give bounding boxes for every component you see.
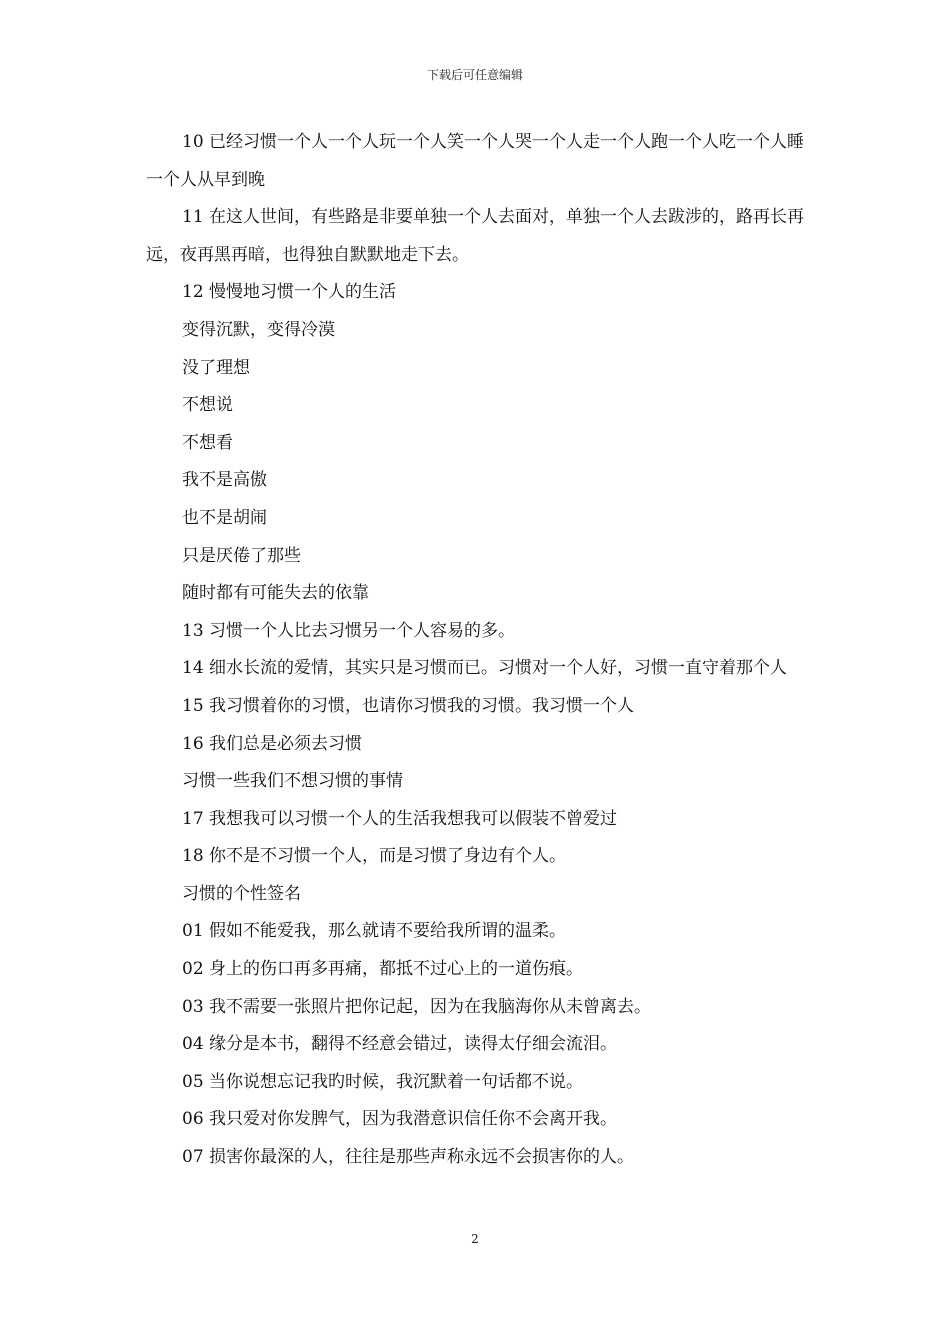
paragraph: 只是厌倦了那些 bbox=[182, 545, 301, 566]
paragraph: 不想看 bbox=[182, 432, 233, 453]
paragraph: 07 损害你最深的人，往往是那些声称永远不会损害你的人。 bbox=[182, 1147, 635, 1168]
section-heading: 习惯的个性签名 bbox=[182, 883, 301, 904]
paragraph: 变得沉默，变得冷漠 bbox=[182, 319, 335, 340]
paragraph: 05 当你说想忘记我旳时候，我沉默着一句话都不说。 bbox=[182, 1071, 584, 1092]
paragraph: 没了理想 bbox=[182, 357, 250, 378]
paragraph: 17 我想我可以习惯一个人的生活我想我可以假装不曾爱过 bbox=[182, 808, 618, 829]
paragraph: 11 在这人世间，有些路是非要单独一个人去面对，单独一个人去跋涉的，路再长再远，夜再黑再暗，也得独自默默地走下去。 bbox=[146, 207, 805, 265]
paragraph: 10 已经习惯一个人一个人玩一个人笑一个人哭一个人走一个人跑一个人吃一个人睡一个人从早到晚 bbox=[146, 132, 805, 190]
paragraph: 06 我只爱对你发脾气，因为我潜意识信任你不会离开我。 bbox=[182, 1109, 618, 1130]
paragraph: 不想说 bbox=[182, 395, 233, 416]
paragraph: 16 我们总是必须去习惯 bbox=[182, 733, 363, 754]
paragraph: 随时都有可能失去的依靠 bbox=[182, 583, 369, 604]
paragraph: 习惯一些我们不想习惯的事情 bbox=[182, 771, 403, 792]
paragraph: 15 我习惯着你的习惯，也请你习惯我的习惯。我习惯一个人 bbox=[182, 695, 635, 716]
paragraph: 02 身上的伤口再多再痛，都抵不过心上的一道伤痕。 bbox=[182, 959, 584, 980]
paragraph: 我不是高傲 bbox=[182, 470, 267, 491]
paragraph: 12 慢慢地习惯一个人的生活 bbox=[182, 282, 397, 303]
paragraph: 也不是胡闹 bbox=[182, 507, 267, 528]
paragraph: 14 细水长流的爱情，其实只是习惯而已。习惯对一个人好，习惯一直守着那个人 bbox=[182, 658, 788, 679]
paragraph: 04 缘分是本书，翻得不经意会错过，读得太仔细会流泪。 bbox=[182, 1034, 618, 1055]
page-number: 2 bbox=[471, 1232, 479, 1246]
paragraph: 01 假如不能爱我，那么就请不要给我所谓的温柔。 bbox=[182, 921, 567, 942]
paragraph: 18 你不是不习惯一个人，而是习惯了身边有个人。 bbox=[182, 846, 567, 867]
page-header: 下载后可任意编辑 bbox=[426, 68, 523, 82]
paragraph: 03 我不需要一张照片把你记起，因为在我脑海你从未曾离去。 bbox=[182, 996, 652, 1017]
document-body bbox=[146, 124, 806, 1177]
paragraph: 13 习惯一个人比去习惯另一个人容易的多。 bbox=[182, 620, 516, 641]
